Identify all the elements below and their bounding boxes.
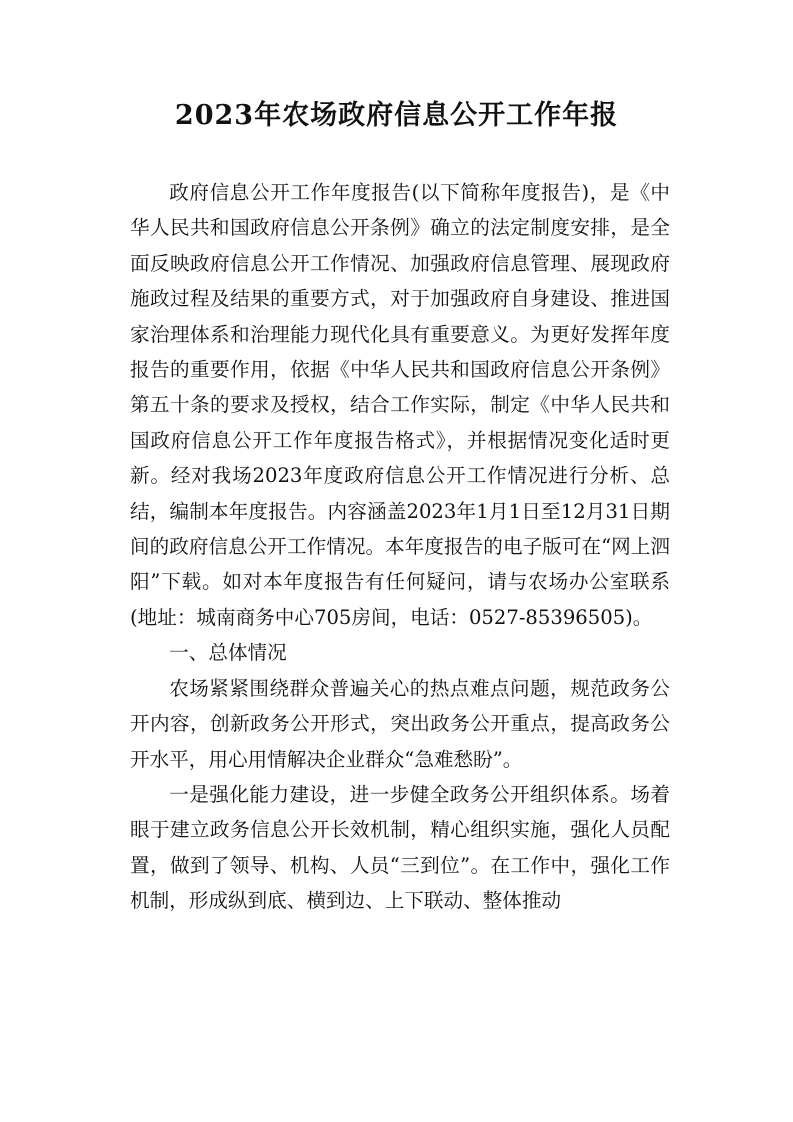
section-heading-overview: 一、总体情况 (169, 641, 287, 665)
overview-paragraph: 农场紧紧围绕群众普遍关心的热点难点问题，规范政务公开内容，创新政务公开形式，突出政务公开重点，提高政务公开水平，用心用情解决企业群众“急难愁盼”。 (130, 676, 670, 771)
document-body (130, 175, 670, 919)
document-title: 2023年农场政府信息公开工作年报 (174, 100, 619, 131)
intro-paragraph: 政府信息公开工作年度报告(以下简称年度报告)，是《中华人民共和国政府信息公开条例》确立的法定制度安排，是全面反映政府信息公开工作情况、加强政府信息管理、展现政府施政过程及结果的重要方式，对于加强政府自身建设、推进国家治理体系和治理能力现代化具有重要意义。为更好发挥年度报告的重要作用，依据《中华人民共和国政府信息公开条例》第五十条的要求及授权，结合工作实际，制定《中华人民共和国政府信息公开工作年度报告格式》，并根据情况变化适时更新。经对我场2023年度政府信息公开工作情况进行分析、总结，编制本年度报告。内容涵盖2023年1月1日至12月31日期间的政府信息公开工作情况。本年度报告的电子版可在“网上泗阳”下载。如对本年度报告有任何疑问，请与农场办公室联系(地址：城南商务中心705房间，电话：0527-85396505)。 (130, 181, 670, 629)
capacity-building-paragraph: 一是强化能力建设，进一步健全政务公开组织体系。场着眼于建立政务信息公开长效机制，精心组织实施，强化人员配置，做到了领导、机构、人员“三到位”。在工作中，强化工作机制，形成纵到底、横到边、上下联动、整体推动 (130, 782, 670, 913)
